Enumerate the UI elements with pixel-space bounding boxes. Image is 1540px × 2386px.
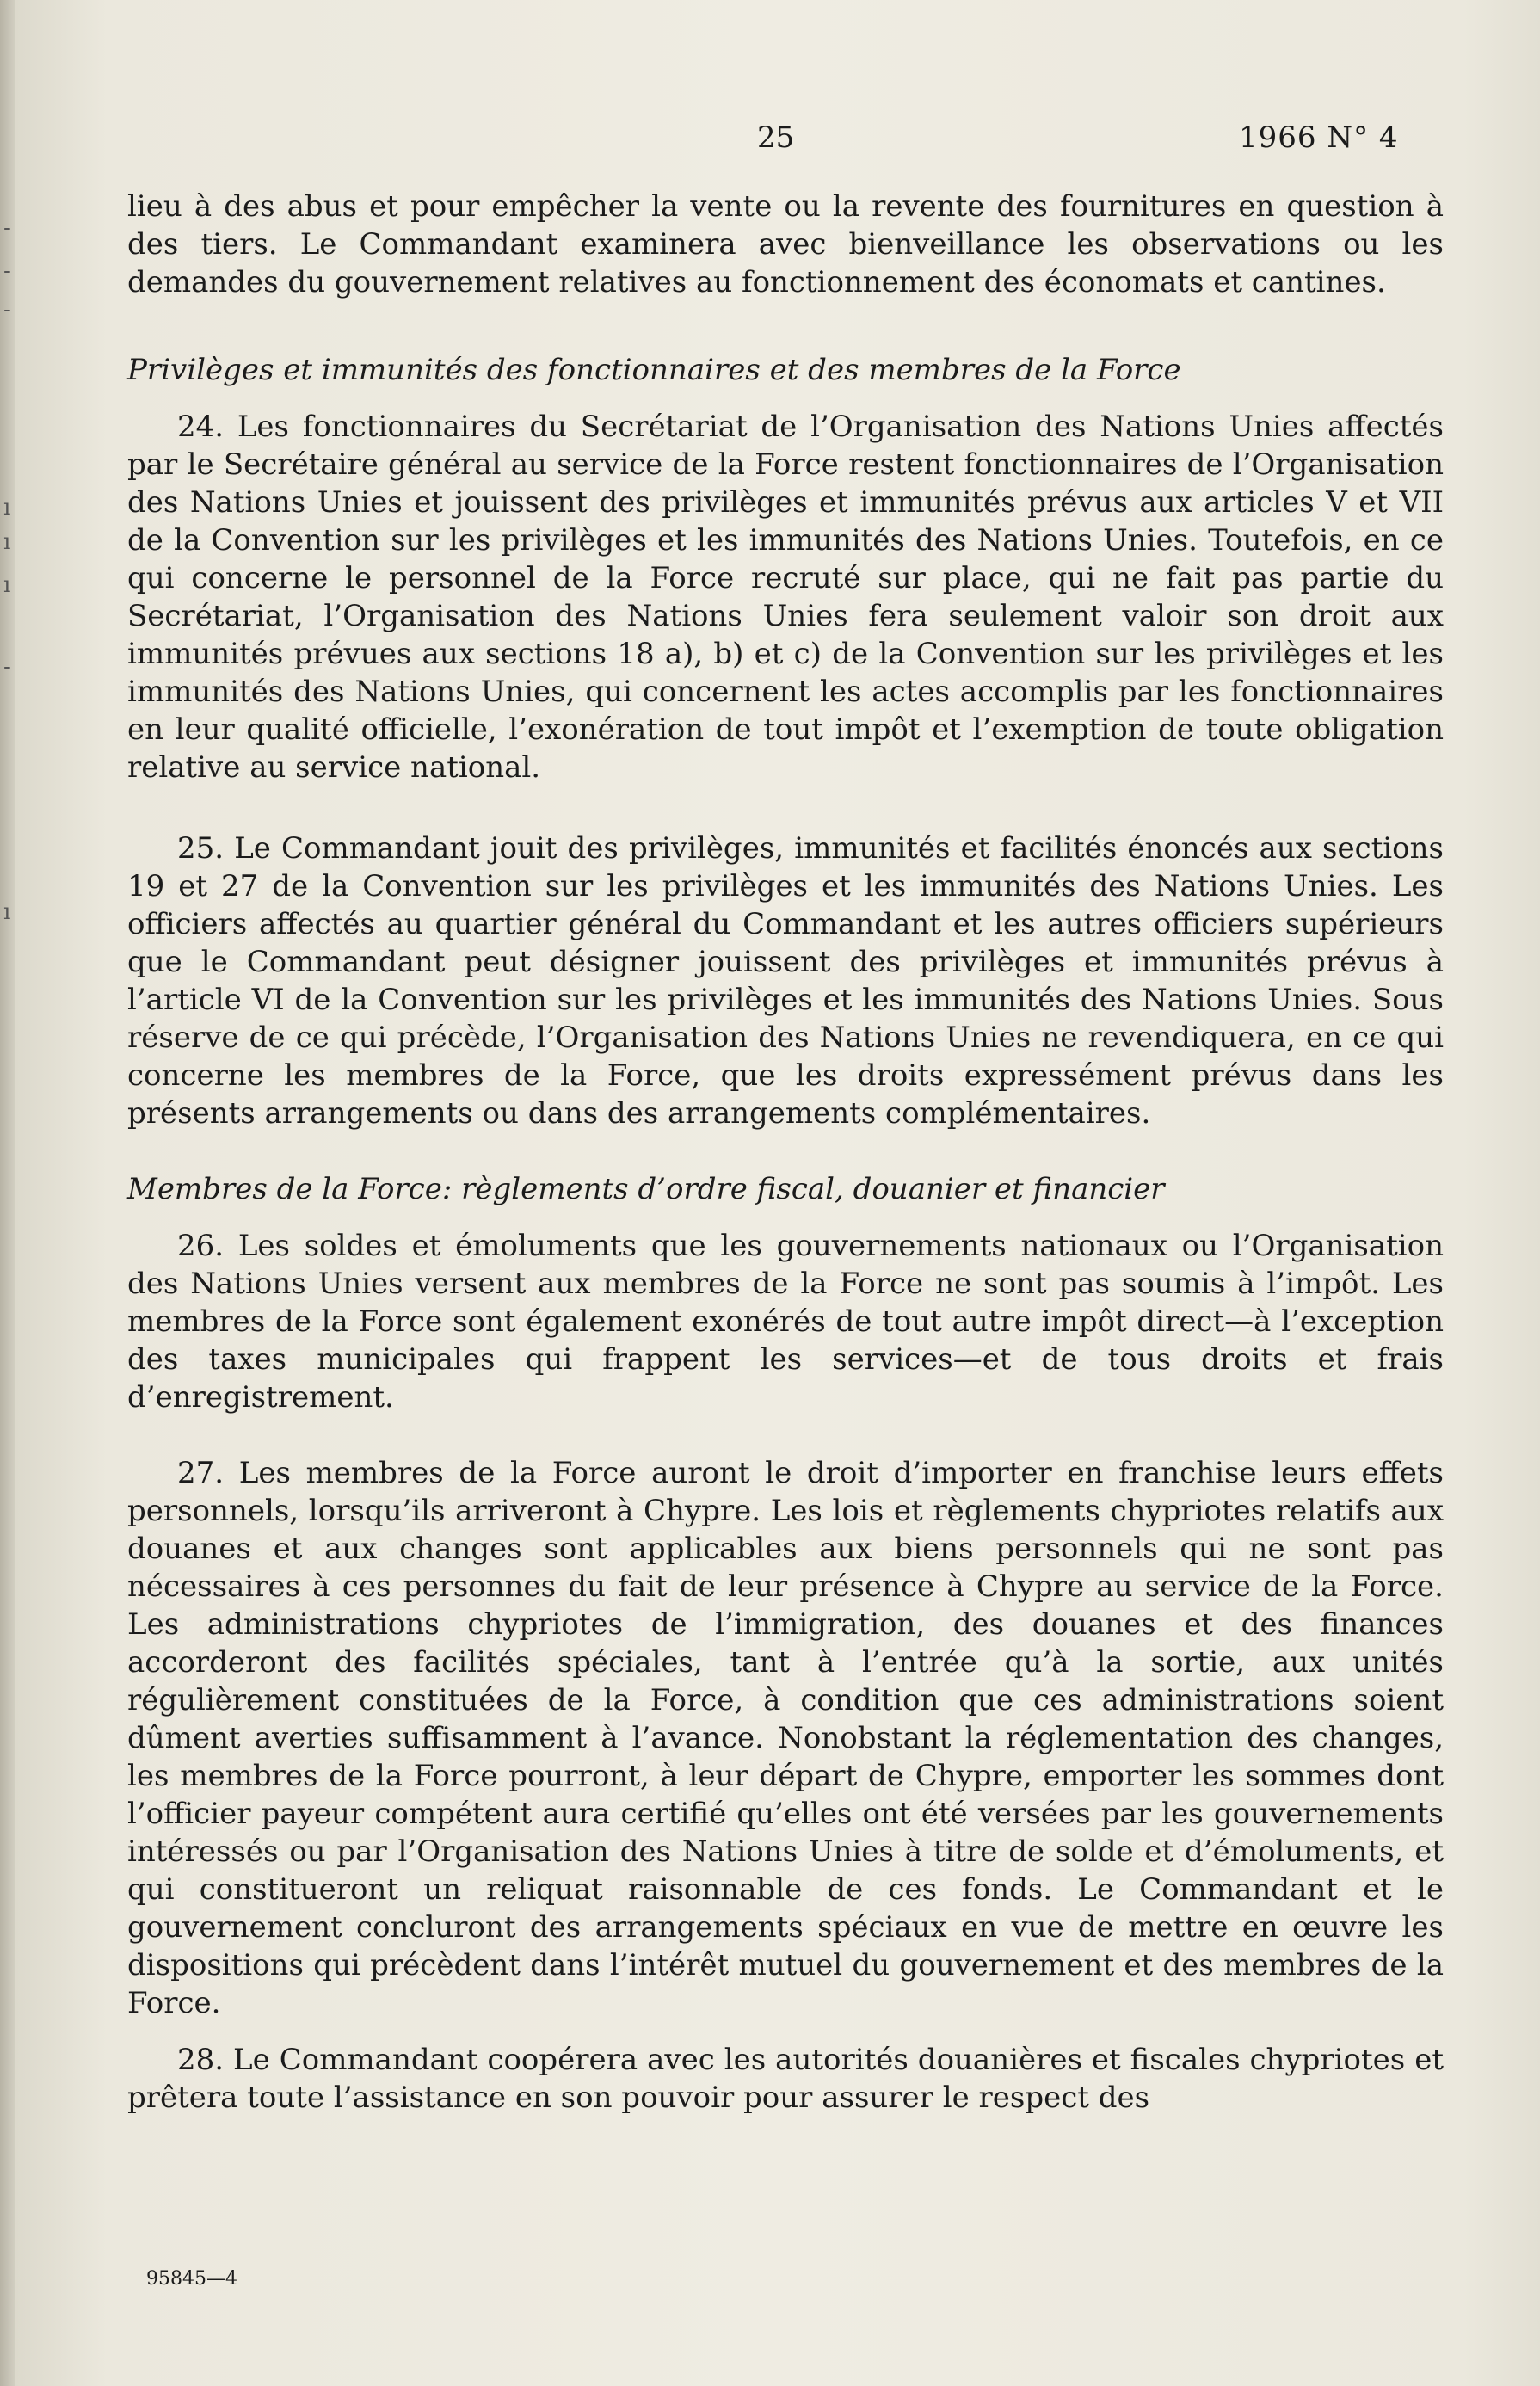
section-heading-privileges: Privilèges et immunités des fonctionnaires et des membres de la Force xyxy=(127,353,1181,387)
edge-mark: ı xyxy=(3,572,11,598)
edge-mark: ı xyxy=(3,495,11,521)
section-heading-fiscal: Membres de la Force: règlements d’ordre fiscal, douanier et financier xyxy=(127,1172,1165,1206)
edge-mark: - xyxy=(3,654,11,680)
paragraph-28: 28. Le Commandant coopérera avec les autorités douanières et fiscales chypriotes et prêtera toute l’assistance en son pouvoir pour assurer le respect des xyxy=(127,2043,1444,2115)
page-number: 25 xyxy=(757,120,795,155)
print-code: 95845—4 xyxy=(146,2268,237,2290)
document-page xyxy=(15,0,1540,2386)
edge-mark: ı xyxy=(3,529,11,555)
page-header xyxy=(15,120,1540,172)
paragraph-27: 27. Les membres de la Force auront le droit d’importer en franchise leurs effets personnels, lorsqu’ils arriveront à Chypre. Les lois et règlements chypriotes relatifs aux douanes et aux changes sont applicables aux biens personnels qui ne sont pas nécessaires à ces personnes du fait de leur présence à Chypre au service de la Force. Les administrations chypriotes de l’immigration, des douanes et des finances accorderont des facilités spéciales, tant à l’entrée qu’à la sortie, aux unités régulièrement constituées de la Force, à condition que ces administrations soient dûment averties suffisamment à l’avance. Nonobstant la réglementation des changes, les membres de la Force pourront, à leur départ de Chypre, emporter les sommes dont l’officier payeur compétent aura certifié qu’elles ont été versées par les gouvernements intéressés ou par l’Organisation des Nations Unies à titre de solde et d’émoluments, et qui constitueront un reliquat raisonnable de ces fonds. Le Commandant et le gouvernement concluront des arrangements spéciaux en vue de mettre en œuvre les dispositions qui précèdent dans l’intérêt mutuel du gouvernement et des membres de la Force. xyxy=(127,1456,1444,2020)
paragraph-25: 25. Le Commandant jouit des privilèges, immunités et facilités énoncés aux sections 19 et 27 de la Convention sur les privilèges et les immunités des Nations Unies. Les officiers affectés au quartier général du Commandant et les autres officiers supérieurs que le Commandant peut désigner jouissent des privilèges et immunités prévus à l’article VI de la Convention sur les privilèges et les immunités des Nations Unies. Sous réserve de ce qui précède, l’Organisation des Nations Unies ne revendiquera, en ce qui concerne les membres de la Force, que les droits expressément prévus dans les présents arrangements ou dans des arrangements complémentaires. xyxy=(127,831,1444,1131)
facing-page-edge xyxy=(0,0,15,2386)
edge-mark: - xyxy=(3,258,11,284)
paragraph-continued: lieu à des abus et pour empêcher la vente ou la revente des fournitures en question à des tiers. Le Commandant examinera avec bienveillance les observations ou les demandes du gouvernement relatives au fonctionnement des économats et cantines. xyxy=(127,189,1444,299)
issue-number: 1966 N° 4 xyxy=(1239,120,1399,155)
page-body xyxy=(127,188,1444,2117)
paragraph-26: 26. Les soldes et émoluments que les gouvernements nationaux ou l’Organisation des Nations Unies versent aux membres de la Force ne sont pas soumis à l’impôt. Les membres de la Force sont également exonérés de tout autre impôt direct—à l’exception des taxes municipales qui frappent les services—et de tous droits et frais d’enregistrement. xyxy=(127,1229,1444,1415)
edge-mark: - xyxy=(3,297,11,323)
edge-mark: ı xyxy=(3,899,11,925)
paragraph-24: 24. Les fonctionnaires du Secrétariat de l’Organisation des Nations Unies affectés par le Secrétaire général au service de la Force restent fonctionnaires de l’Organisation des Nations Unies et jouissent des privilèges et immunités prévus aux articles V et VII de la Convention sur les privilèges et les immunités des Nations Unies. Toutefois, en ce qui concerne le personnel de la Force recruté sur place, qui ne fait pas partie du Secrétariat, l’Organisation des Nations Unies fera seulement valoir son droit aux immunités prévues aux sections 18 a), b) et c) de la Convention sur les privilèges et les immunités des Nations Unies, qui concernent les actes accomplis par les fonctionnaires en leur qualité officielle, l’exonération de tout impôt et l’exemption de toute obligation relative au service national. xyxy=(127,410,1444,785)
edge-mark: - xyxy=(3,215,11,241)
